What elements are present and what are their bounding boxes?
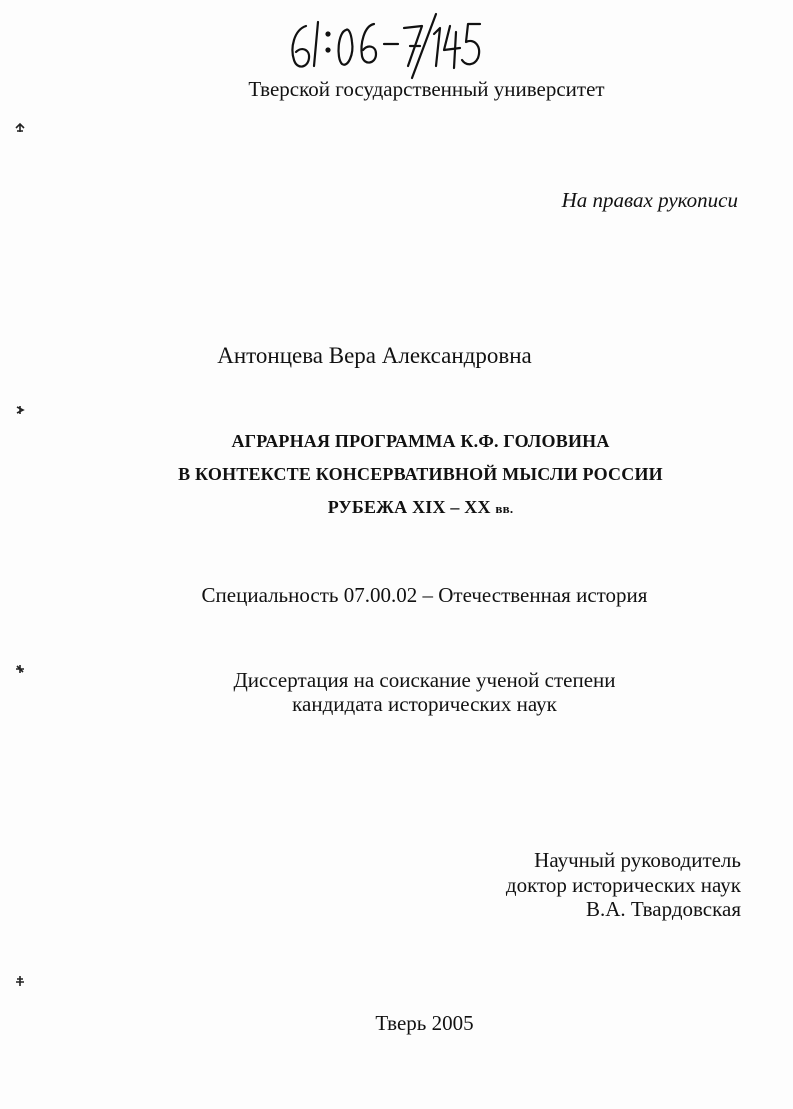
scan-binding-mark: [14, 663, 26, 675]
manuscript-rights-note: На правах рукописи: [561, 188, 738, 212]
scan-binding-mark: [14, 122, 26, 134]
advisor-degree: доктор исторических наук: [505, 873, 741, 897]
title-line-3-main: РУБЕЖА XIX – XX: [327, 497, 496, 517]
advisor-role: Научный руководитель: [534, 848, 741, 872]
dissertation-title-line-3: [24, 498, 793, 516]
specialty-line: Специальность 07.00.02 – Отечественная история: [201, 583, 648, 607]
title-line-3-suffix: вв.: [495, 501, 514, 516]
advisor-name: В.А. Твардовская: [585, 897, 741, 921]
dissertation-title-line-2: В КОНТЕКСТЕ КОНСЕРВАТИВНОЙ МЫСЛИ РОССИИ: [178, 464, 663, 484]
dissertation-title-line-1: АГРАРНАЯ ПРОГРАММА К.Ф. ГОЛОВИНА: [231, 431, 610, 451]
university-name: Тверской государственный университет: [248, 77, 605, 101]
scan-binding-mark: [14, 404, 26, 416]
degree-statement-line-1: Диссертация на соискание ученой степени: [233, 668, 616, 692]
scan-binding-mark: [14, 975, 26, 987]
degree-statement-line-2: кандидата исторических наук: [292, 692, 557, 716]
city-year: Тверь 2005: [375, 1011, 474, 1035]
author-name: Антонцева Вера Александровна: [217, 343, 532, 368]
